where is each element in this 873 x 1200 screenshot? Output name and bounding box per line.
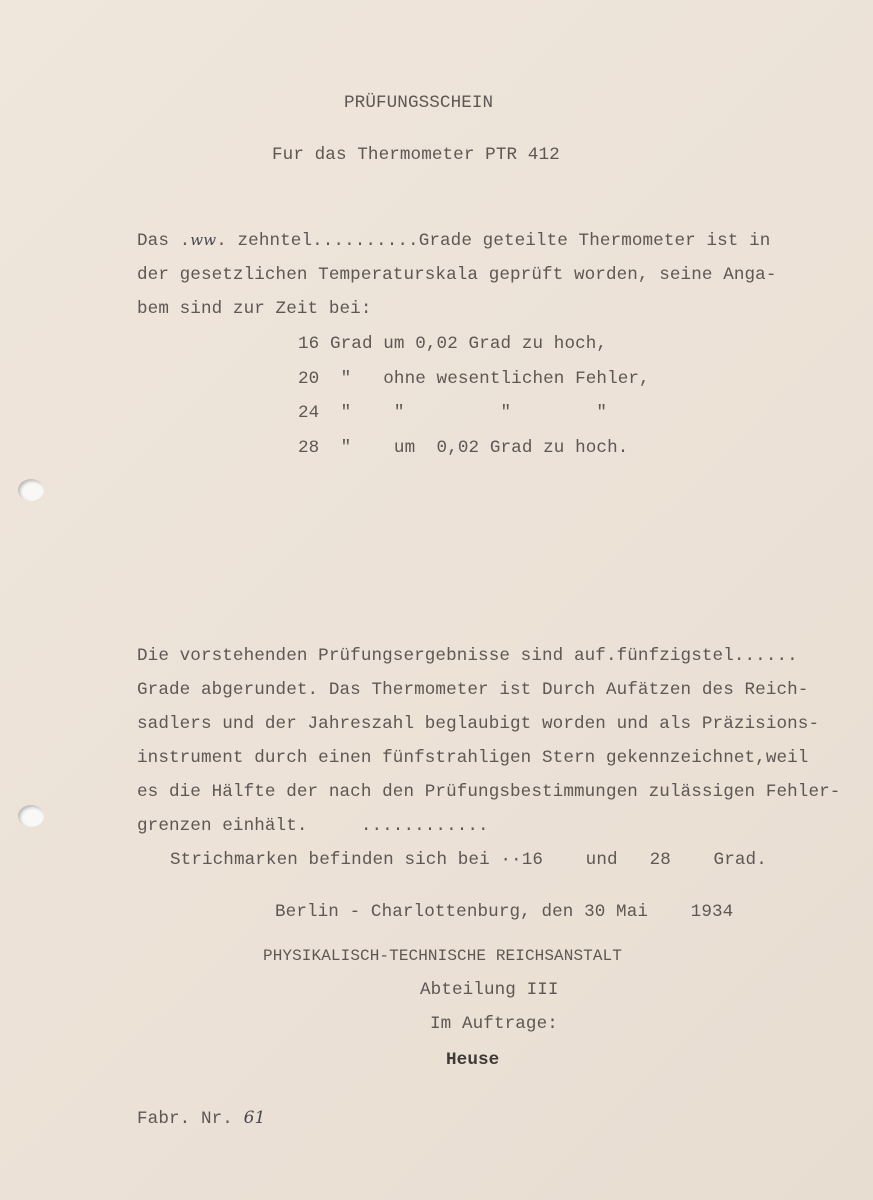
para1-line2: der gesetzlichen Temperaturskala geprüft worden, seine Anga- bbox=[137, 265, 777, 285]
para1-line1-post: . zehntel..........Grade geteilte Thermometer ist in bbox=[216, 231, 771, 251]
marks-line: Strichmarken befinden sich bei ··16 und 28 Grad. bbox=[170, 850, 767, 870]
document-title: PRÜFUNGSSCHEIN bbox=[344, 93, 494, 113]
para1-line3: bem sind zur Zeit bei: bbox=[137, 299, 372, 319]
para2-line: sadlers und der Jahreszahl beglaubigt worden und als Präzisions- bbox=[137, 714, 820, 734]
para2-line: grenzen einhält. ............ bbox=[137, 816, 489, 836]
reading-row: 28 " um 0,02 Grad zu hoch. bbox=[298, 438, 629, 458]
on-behalf: Im Auftrage: bbox=[430, 1014, 558, 1034]
para1-line1 bbox=[137, 229, 770, 252]
reading-row: 24 " " " " bbox=[298, 403, 608, 423]
reading-row: 20 " ohne wesentlichen Fehler, bbox=[298, 369, 650, 389]
institution: PHYSIKALISCH-TECHNISCHE REICHSANSTALT bbox=[263, 947, 622, 965]
fabr-number: 61 bbox=[243, 1108, 266, 1128]
signature: Heuse bbox=[446, 1050, 500, 1070]
para2-line: Die vorstehenden Prüfungsergebnisse sind auf.fünfzigstel...... bbox=[137, 646, 798, 666]
document-subtitle: Fur das Thermometer PTR 412 bbox=[272, 145, 560, 165]
para2-line: es die Hälfte der nach den Prüfungsbestimmungen zulässigen Fehler- bbox=[137, 782, 841, 802]
fabr-number-line bbox=[137, 1107, 265, 1130]
department: Abteilung III bbox=[420, 980, 559, 1000]
fabr-label: Fabr. Nr. bbox=[137, 1109, 233, 1129]
place-date: Berlin - Charlottenburg, den 30 Mai 1934 bbox=[275, 902, 734, 922]
punch-hole-bottom bbox=[18, 805, 44, 827]
para1-line1-pre: Das . bbox=[137, 231, 191, 251]
para2-line: Grade abgerundet. Das Thermometer ist Durch Aufätzen des Reich- bbox=[137, 680, 809, 700]
para2-line: instrument durch einen fünfstrahligen Stern gekennzeichnet,weil bbox=[137, 748, 809, 768]
punch-hole-top bbox=[18, 479, 44, 501]
handwritten-insert: ww bbox=[190, 231, 217, 249]
reading-row: 16 Grad um 0,02 Grad zu hoch, bbox=[298, 334, 608, 354]
